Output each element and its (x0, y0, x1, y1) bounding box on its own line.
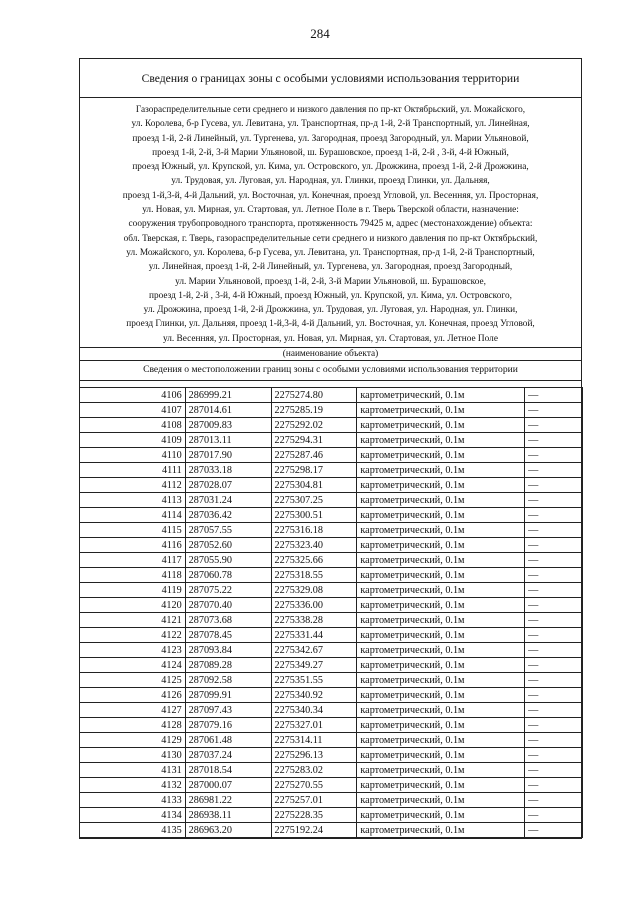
table-row (80, 613, 583, 628)
description-cell: — (525, 703, 583, 718)
description-cell: — (525, 688, 583, 703)
table-row (80, 703, 583, 718)
y-coordinate-cell: 2275331.44 (271, 628, 357, 643)
description-line: проезд 1-й, 2-й Линейный, ул. Тургенева, ул. Загородная, проезд Загородный, ул. Марии Ульяновой, (132, 133, 529, 144)
y-coordinate-cell: 2275351.55 (271, 673, 357, 688)
description-cell: — (525, 778, 583, 793)
description-cell: — (525, 808, 583, 823)
description-cell: — (525, 658, 583, 673)
method-cell: картометрический, 0.1м (357, 778, 525, 793)
description-cell: — (525, 493, 583, 508)
point-number-cell: 4134 (80, 808, 186, 823)
x-coordinate-cell: 287099.91 (185, 688, 271, 703)
description-cell: — (525, 418, 583, 433)
point-number-cell: 4131 (80, 763, 186, 778)
point-number-cell: 4123 (80, 643, 186, 658)
description-line: ул. Дрожжина, проезд 1-й, 2-й Дрожжина, ул. Трудовая, ул. Луговая, ул. Народная, ул. Глинки, (143, 305, 518, 316)
method-cell: картометрический, 0.1м (357, 793, 525, 808)
description-cell: — (525, 433, 583, 448)
point-number-cell: 4128 (80, 718, 186, 733)
method-cell: картометрический, 0.1м (357, 403, 525, 418)
object-name-caption: (наименование объекта) (80, 348, 581, 361)
x-coordinate-cell: 287031.24 (185, 493, 271, 508)
x-coordinate-cell: 287036.42 (185, 508, 271, 523)
method-cell: картометрический, 0.1м (357, 613, 525, 628)
table-row (80, 523, 583, 538)
method-cell: картометрический, 0.1м (357, 418, 525, 433)
x-coordinate-cell: 287009.83 (185, 418, 271, 433)
table-row (80, 733, 583, 748)
y-coordinate-cell: 2275192.24 (271, 823, 357, 838)
description-line: ул. Трудовая, ул. Луговая, ул. Народная, ул. Глинки, проезд Глинки, ул. Дальняя, (171, 176, 490, 187)
description-cell: — (525, 823, 583, 838)
y-coordinate-cell: 2275316.18 (271, 523, 357, 538)
y-coordinate-cell: 2275274.80 (271, 388, 357, 403)
point-number-cell: 4115 (80, 523, 186, 538)
point-number-cell: 4106 (80, 388, 186, 403)
y-coordinate-cell: 2275318.55 (271, 568, 357, 583)
method-cell: картометрический, 0.1м (357, 688, 525, 703)
y-coordinate-cell: 2275336.00 (271, 598, 357, 613)
table-row (80, 748, 583, 763)
table-row (80, 508, 583, 523)
point-number-cell: 4114 (80, 508, 186, 523)
description-cell: — (525, 508, 583, 523)
x-coordinate-cell: 287052.60 (185, 538, 271, 553)
point-number-cell: 4130 (80, 748, 186, 763)
method-cell: картометрический, 0.1м (357, 718, 525, 733)
y-coordinate-cell: 2275342.67 (271, 643, 357, 658)
description-line: Газораспределительные сети среднего и низкого давления по пр-кт Октябрьский, ул. Можайского, (135, 105, 526, 115)
method-cell: картометрический, 0.1м (357, 673, 525, 688)
method-cell: картометрический, 0.1м (357, 463, 525, 478)
description-line: ул. Новая, ул. Мирная, ул. Стартовая, ул. Летное Поле в г. Тверь Тверской области, назначение: (142, 205, 519, 216)
table-row (80, 463, 583, 478)
y-coordinate-cell: 2275294.31 (271, 433, 357, 448)
x-coordinate-cell: 287033.18 (185, 463, 271, 478)
method-cell: картометрический, 0.1м (357, 553, 525, 568)
description-line: ул. Можайского, ул. Королева, б-р Гусева, ул. Левитана, ул. Транспортная, пр-д 1-й, 2-й Транспортный, (126, 247, 535, 258)
x-coordinate-cell: 286981.22 (185, 793, 271, 808)
description-line: ул. Марии Ульяновой, проезд 1-й, 2-й, 3-й Марии Ульяновой, ш. Бурашовское, (175, 276, 486, 287)
table-row (80, 538, 583, 553)
description-cell: — (525, 523, 583, 538)
y-coordinate-cell: 2275340.92 (271, 688, 357, 703)
method-cell: картометрический, 0.1м (357, 763, 525, 778)
method-cell: картометрический, 0.1м (357, 598, 525, 613)
description-cell: — (525, 718, 583, 733)
description-line: проезд 1-й,3-й, 4-й Дальний, ул. Восточная, ул. Конечная, проезд Угловой, ул. Весенняя, ул. Просторная, (122, 190, 539, 201)
point-number-cell: 4133 (80, 793, 186, 808)
description-line: ул. Линейная, проезд 1-й, 2-й Линейный, ул. Тургенева, ул. Загородная, проезд Загородный, (148, 262, 513, 273)
description-line: обл. Тверская, г. Тверь, газораспределительные сети среднего и низкого давления по пр-кт Октябрьский, (123, 233, 538, 244)
description-cell: — (525, 388, 583, 403)
table-row (80, 793, 583, 808)
x-coordinate-cell: 287097.43 (185, 703, 271, 718)
y-coordinate-cell: 2275300.51 (271, 508, 357, 523)
point-number-cell: 4110 (80, 448, 186, 463)
table-row (80, 778, 583, 793)
x-coordinate-cell: 286938.11 (185, 808, 271, 823)
table-row (80, 673, 583, 688)
method-cell: картометрический, 0.1м (357, 388, 525, 403)
table-row (80, 718, 583, 733)
description-cell: — (525, 448, 583, 463)
table-row (80, 628, 583, 643)
y-coordinate-cell: 2275307.25 (271, 493, 357, 508)
description-cell: — (525, 568, 583, 583)
y-coordinate-cell: 2275296.13 (271, 748, 357, 763)
point-number-cell: 4113 (80, 493, 186, 508)
x-coordinate-cell: 287013.11 (185, 433, 271, 448)
y-coordinate-cell: 2275287.46 (271, 448, 357, 463)
method-cell: картометрический, 0.1м (357, 538, 525, 553)
y-coordinate-cell: 2275325.66 (271, 553, 357, 568)
description-line: ул. Королева, б-р Гусева, ул. Левитана, ул. Транспортная, пр-д 1-й, 2-й Транспортный, ул. Линейная, (131, 119, 530, 130)
method-cell: картометрический, 0.1м (357, 703, 525, 718)
description-cell: — (525, 598, 583, 613)
table-row (80, 403, 583, 418)
point-number-cell: 4118 (80, 568, 186, 583)
method-cell: картометрический, 0.1м (357, 508, 525, 523)
y-coordinate-cell: 2275338.28 (271, 613, 357, 628)
y-coordinate-cell: 2275257.01 (271, 793, 357, 808)
point-number-cell: 4111 (80, 463, 186, 478)
point-number-cell: 4117 (80, 553, 186, 568)
x-coordinate-cell: 287073.68 (185, 613, 271, 628)
table-row (80, 823, 583, 838)
description-cell: — (525, 733, 583, 748)
description-cell: — (525, 748, 583, 763)
description-cell: — (525, 478, 583, 493)
y-coordinate-cell: 2275329.08 (271, 583, 357, 598)
point-number-cell: 4129 (80, 733, 186, 748)
x-coordinate-cell: 287079.16 (185, 718, 271, 733)
method-cell: картометрический, 0.1м (357, 433, 525, 448)
description-cell: — (525, 403, 583, 418)
x-coordinate-cell: 287078.45 (185, 628, 271, 643)
point-number-cell: 4119 (80, 583, 186, 598)
x-coordinate-cell: 287028.07 (185, 478, 271, 493)
x-coordinate-cell: 287092.58 (185, 673, 271, 688)
description-line: сооружения трубопроводного транспорта, протяженность 79425 м, адрес (местонахождение) объекта: (128, 219, 533, 230)
description-line: проезд Южный, ул. Крупской, ул. Кима, ул. Островского, ул. Дрожжина, проезд 1-й, 2-й Дрожжина, (132, 162, 529, 173)
point-number-cell: 4124 (80, 658, 186, 673)
point-number-cell: 4112 (80, 478, 186, 493)
y-coordinate-cell: 2275270.55 (271, 778, 357, 793)
y-coordinate-cell: 2275323.40 (271, 538, 357, 553)
description-cell: — (525, 643, 583, 658)
table-row (80, 658, 583, 673)
x-coordinate-cell: 287017.90 (185, 448, 271, 463)
x-coordinate-cell: 287070.40 (185, 598, 271, 613)
table-row (80, 478, 583, 493)
point-number-cell: 4132 (80, 778, 186, 793)
description-line: проезд 1-й, 2-й, 3-й Марии Ульяновой, ш. Бурашовское, проезд 1-й, 2-й , 3-й, 4-й Южный, (152, 147, 509, 158)
y-coordinate-cell: 2275283.02 (271, 763, 357, 778)
method-cell: картометрический, 0.1м (357, 493, 525, 508)
page-number: 284 (310, 26, 330, 41)
y-coordinate-cell: 2275349.27 (271, 658, 357, 673)
point-number-cell: 4120 (80, 598, 186, 613)
method-cell: картометрический, 0.1м (357, 523, 525, 538)
x-coordinate-cell: 287055.90 (185, 553, 271, 568)
table-row (80, 643, 583, 658)
description-cell: — (525, 613, 583, 628)
y-coordinate-cell: 2275340.34 (271, 703, 357, 718)
coordinates-table (79, 387, 583, 838)
method-cell: картометрический, 0.1м (357, 628, 525, 643)
y-coordinate-cell: 2275228.35 (271, 808, 357, 823)
table-row (80, 568, 583, 583)
x-coordinate-cell: 287089.28 (185, 658, 271, 673)
point-number-cell: 4109 (80, 433, 186, 448)
y-coordinate-cell: 2275327.01 (271, 718, 357, 733)
document-heading: Сведения о границах зоны с особыми условиями использования территории (80, 59, 581, 98)
table-row (80, 583, 583, 598)
description-line: проезд 1-й, 2-й , 3-й, 4-й Южный, проезд Южный, ул. Крупской, ул. Кима, ул. Островского, (149, 290, 512, 301)
point-number-cell: 4121 (80, 613, 186, 628)
y-coordinate-cell: 2275292.02 (271, 418, 357, 433)
x-coordinate-cell: 287014.61 (185, 403, 271, 418)
x-coordinate-cell: 287093.84 (185, 643, 271, 658)
x-coordinate-cell: 287037.24 (185, 748, 271, 763)
object-description (80, 98, 581, 348)
x-coordinate-cell: 287057.55 (185, 523, 271, 538)
method-cell: картометрический, 0.1м (357, 568, 525, 583)
y-coordinate-cell: 2275304.81 (271, 478, 357, 493)
table-row (80, 418, 583, 433)
table-row (80, 598, 583, 613)
method-cell: картометрический, 0.1м (357, 448, 525, 463)
method-cell: картометрический, 0.1м (357, 643, 525, 658)
method-cell: картометрический, 0.1м (357, 583, 525, 598)
table-row (80, 808, 583, 823)
x-coordinate-cell: 287000.07 (185, 778, 271, 793)
x-coordinate-cell: 287018.54 (185, 763, 271, 778)
point-number-cell: 4107 (80, 403, 186, 418)
x-coordinate-cell: 287061.48 (185, 733, 271, 748)
method-cell: картометрический, 0.1м (357, 478, 525, 493)
y-coordinate-cell: 2275285.19 (271, 403, 357, 418)
table-row (80, 493, 583, 508)
description-cell: — (525, 538, 583, 553)
x-coordinate-cell: 287075.22 (185, 583, 271, 598)
description-cell: — (525, 793, 583, 808)
y-coordinate-cell: 2275314.11 (271, 733, 357, 748)
point-number-cell: 4116 (80, 538, 186, 553)
description-cell: — (525, 763, 583, 778)
method-cell: картометрический, 0.1м (357, 733, 525, 748)
method-cell: картометрический, 0.1м (357, 808, 525, 823)
table-row (80, 448, 583, 463)
location-subheading: Сведения о местоположении границ зоны с особыми условиями использования территории (80, 361, 581, 381)
y-coordinate-cell: 2275298.17 (271, 463, 357, 478)
point-number-cell: 4135 (80, 823, 186, 838)
boundary-info-sheet (79, 58, 582, 839)
table-row (80, 553, 583, 568)
description-line: проезд Глинки, ул. Дальняя, проезд 1-й,3-й, 4-й Дальний, ул. Восточная, ул. Конечная, проезд Угловой, (126, 319, 535, 330)
method-cell: картометрический, 0.1м (357, 658, 525, 673)
description-cell: — (525, 628, 583, 643)
x-coordinate-cell: 287060.78 (185, 568, 271, 583)
x-coordinate-cell: 286963.20 (185, 823, 271, 838)
table-row (80, 388, 583, 403)
point-number-cell: 4127 (80, 703, 186, 718)
description-cell: — (525, 463, 583, 478)
table-row (80, 433, 583, 448)
point-number-cell: 4126 (80, 688, 186, 703)
x-coordinate-cell: 286999.21 (185, 388, 271, 403)
description-cell: — (525, 553, 583, 568)
table-row (80, 763, 583, 778)
description-cell: — (525, 583, 583, 598)
method-cell: картометрический, 0.1м (357, 823, 525, 838)
description-line: ул. Весенняя, ул. Просторная, ул. Новая, ул. Мирная, ул. Стартовая, ул. Летное Поле (163, 333, 498, 344)
point-number-cell: 4122 (80, 628, 186, 643)
point-number-cell: 4125 (80, 673, 186, 688)
description-cell: — (525, 673, 583, 688)
table-row (80, 688, 583, 703)
method-cell: картометрический, 0.1м (357, 748, 525, 763)
point-number-cell: 4108 (80, 418, 186, 433)
